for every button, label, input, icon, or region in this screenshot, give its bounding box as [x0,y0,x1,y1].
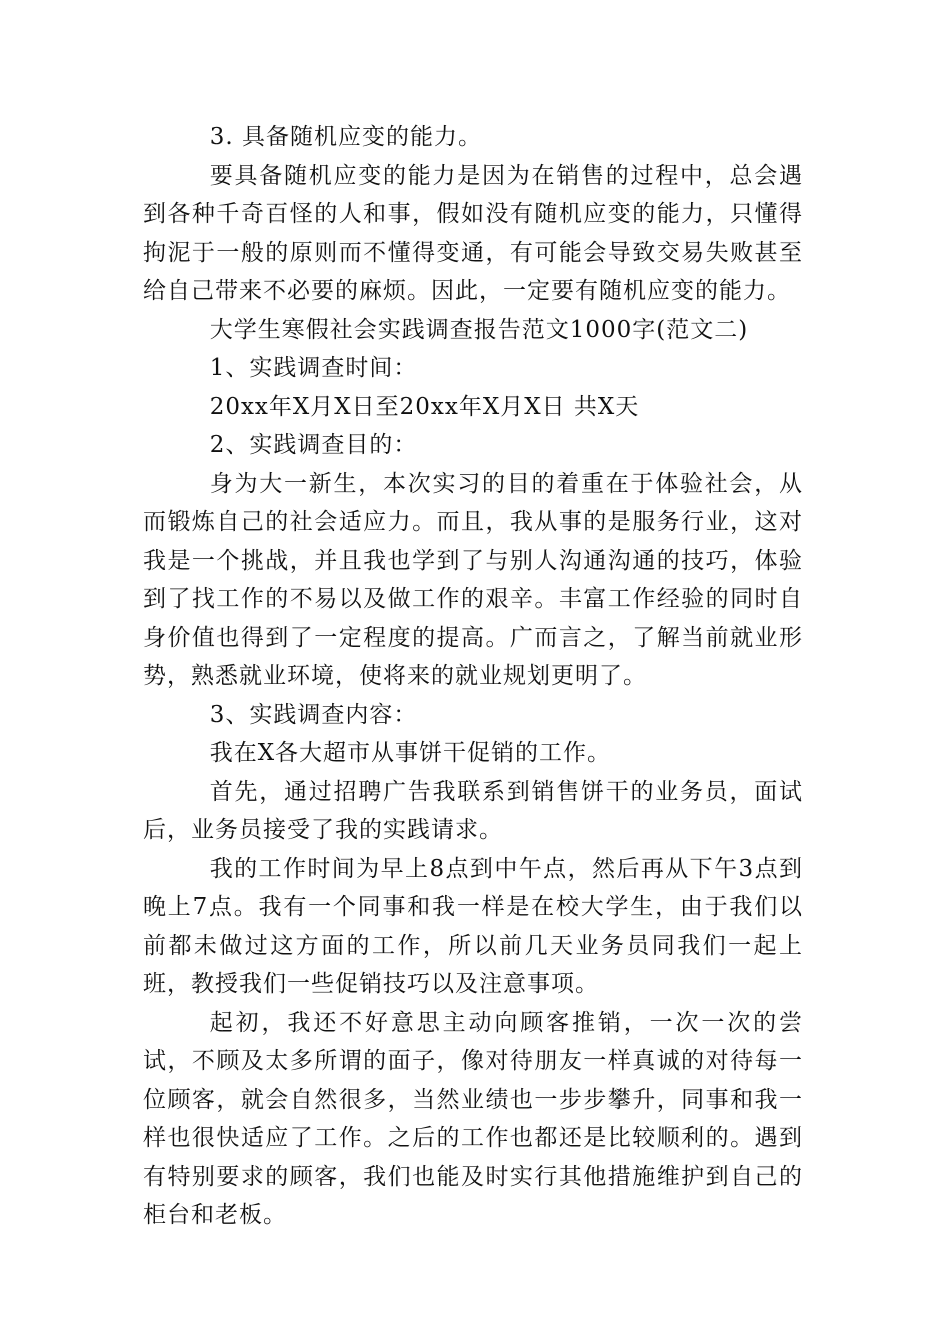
report-title: 大学生寒假社会实践调查报告范文1000字(范文二) [209,316,749,343]
heading-survey-purpose: 2、实践调查目的： [209,432,418,458]
paragraph-job-description: 我在X各大超市从事饼干促销的工作。 [209,740,612,766]
heading-survey-time: 1、实践调查时间： [209,355,418,381]
section-heading-adaptability: 3. 具备随机应变的能力。 [209,124,482,150]
paragraph-adaptability: 要具备随机应变的能力是因为在销售的过程中，总会遇到各种千奇百怪的人和事，假如没有随机应变的能力，只懂得拘泥于一般的原则而不懂得变通，有可能会导致交易失败甚至给自己带来不必要的麻烦。因此，一定要有随机应变的能力。 [143,162,803,304]
heading-survey-content: 3、实践调查内容： [209,701,418,728]
paragraph-work-hours: 我的工作时间为早上8点到中午点，然后再从下午3点到晚上7点。我有一个同事和我一样是在校大学生，由于我们以前都未做过这方面的工作，所以前几天业务员同我们一起上班，教授我们一些促销技巧以及注意事项。 [143,855,803,997]
paragraph-survey-purpose: 身为大一新生，本次实习的目的着重在于体验社会，从而锻炼自己的社会适应力。而且，我从事的是服务行业，这对我是一个挑战，并且我也学到了与别人沟通沟通的技巧，体验到了找工作的不易以及做工作的艰辛。丰富工作经验的同时自身价值也得到了一定程度的提高。广而言之，了解当前就业形势，熟悉就业环境，使将来的就业规划更明了。 [143,470,803,689]
paragraph-initial-experience: 起初，我还不好意思主动向顾客推销，一次一次的尝试，不顾及太多所谓的面子，像对待朋友一样真诚的对待每一位顾客，就会自然很多，当然业绩也一步步攀升，同事和我一样也很快适应了工作。之后的工作也都还是比较顺利的。遇到有特别要求的顾客，我们也能及时实行其他措施维护到自己的柜台和老板。 [143,1009,803,1228]
document-body [143,118,803,1235]
survey-time-value: 20xx年X月X日至20xx年X月X日 共X天 [209,393,640,420]
paragraph-first-step: 首先，通过招聘广告我联系到销售饼干的业务员，面试后，业务员接受了我的实践请求。 [143,778,803,843]
